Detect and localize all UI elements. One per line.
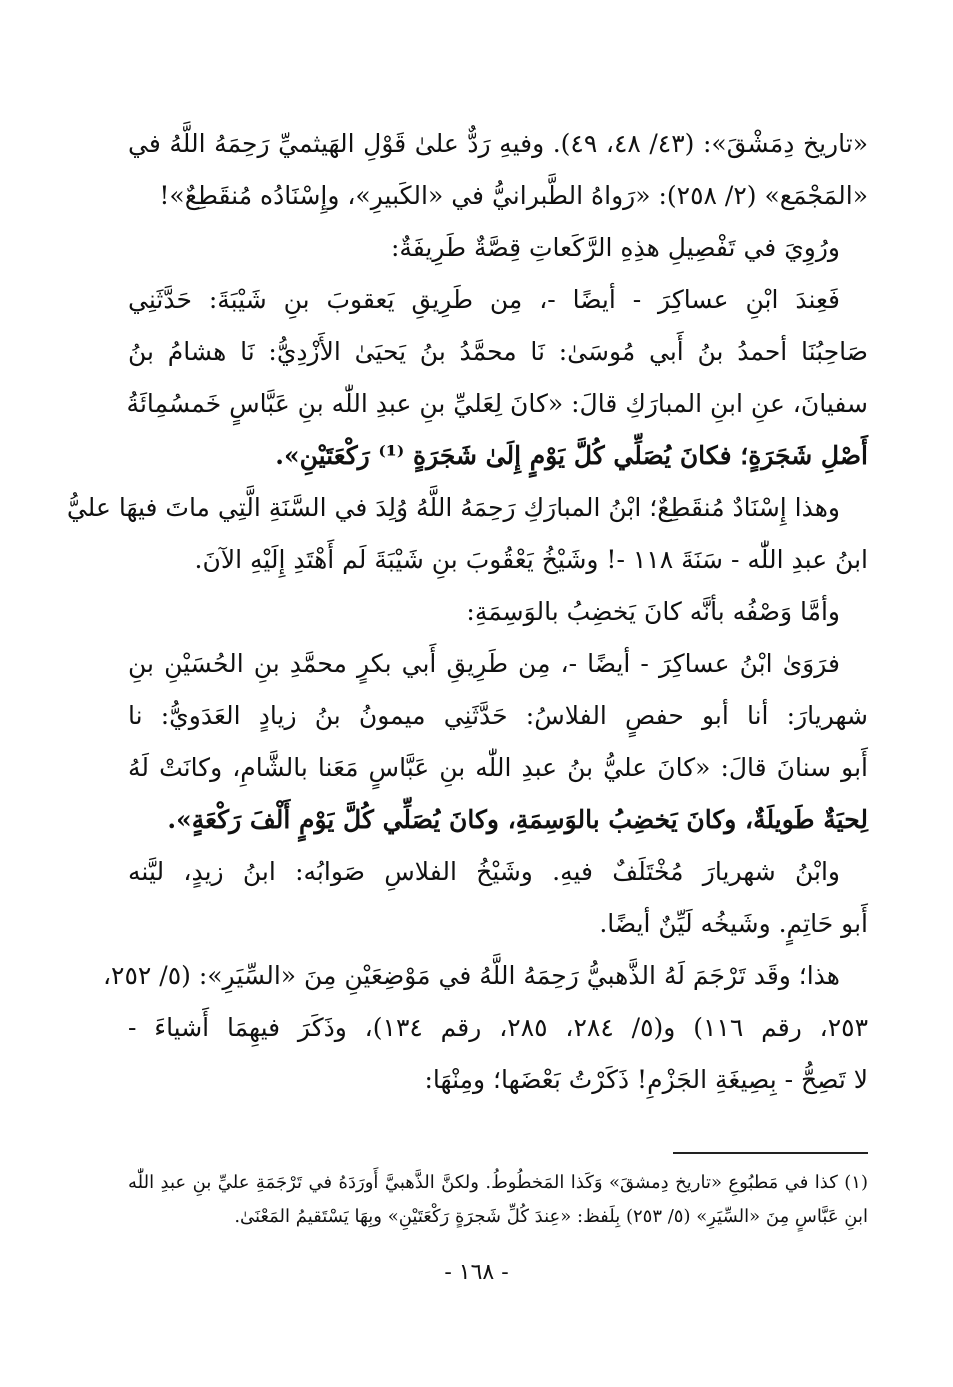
text-line-5: صَاحِبُنَا أحمدُ بنُ أَبي مُوسَىٰ: نَا محمَّدُ بنُ يَحيَىٰ الأَزْدِيُّ: نَا هشامُ بنُ <box>128 337 868 366</box>
text-line-11: فرَوَىٰ ابْنُ عساكِرَ - أيضًا -، مِن طَرِيقِ أَبي بكرٍ محمَّدِ بنِ الحُسَيْنِ بنِ <box>128 649 840 678</box>
text-line-13: أَبو سنانَ قالَ: «كانَ عليُّ بنُ عبدِ اللّٰه بنِ عَبَّاسٍ مَعَنا بالشَّامِ، وكانَتْ لَهُ <box>128 753 868 782</box>
text-line-15: وابْنُ شهريارَ مُخْتَلَفٌ فيهِ. وشَيْخُ الفلاسِ صَوابُه: ابنُ زيدٍ، ليَّنه <box>128 857 840 886</box>
footnote-line-1: (١) كذا في مَطبُوعِ «تاريخ دِمشقَ» وَكَذا المَخطُوطُ. ولكنَّ الذَّهبيَّ أَورَدَهُ في تَرْجَمَةِ عليِّ بنِ عبدِ اللّٰه <box>128 1172 868 1193</box>
text-line-1: «تاريخ دِمَشْقَ»: (٤٣/ ٤٨، ٤٩). وفيهِ رَدٌّ علىٰ قَوْلِ الهَيثميِّ رَحِمَهُ اللَّهُ في <box>128 129 868 158</box>
text-line-16: أَبو حَاتِمٍ. وشَيخُه لَيِّنٌ أيضًا. <box>599 909 868 938</box>
text-line-18: ٢٥٣، رقم ١١٦) و(٥/ ٢٨٤، ٢٨٥، رقم ١٣٤)، وذَكَرَ فيهِمَا أَشياءَ - <box>128 1013 869 1042</box>
footnote-divider <box>673 1152 868 1154</box>
text-line-2: «المَجْمَع» (٢/ ٢٥٨): «رَواهُ الطَّبرانيُّ في «الكَبيرِ»، وإِسْنَادُه مُنقَطِعٌ»! <box>159 181 868 210</box>
text-line-9: ابنُ عبدِ اللّٰه - سَنَةَ ١١٨ -! وشَيْخُ يَعْقُوبَ بنِ شَيْبَةَ لَم أَهْتَدِ إِلَيْهِ الآنَ. <box>194 545 868 574</box>
text-line-7: أَصْلِ شَجَرَةٍ؛ فكانَ يُصَلِّي كُلَّ يَوْمٍ إِلَىٰ شَجَرَةٍ ⁽¹⁾ رَكْعَتَيْنِ». <box>275 441 868 470</box>
footnotes <box>128 1166 868 1234</box>
text-line-19: لا تَصِحُّ - بِصِيغَةِ الجَزْمِ! ذَكَرْتُ بَعْضَها؛ ومِنْهَا: <box>424 1065 868 1094</box>
text-line-4: فَعِندَ ابْنِ عساكِرَ - أيضًا -، مِن طَرِيقِ يَعقوبَ بنِ شَيْبَةَ: حَدَّثَنِي <box>128 285 840 314</box>
text-line-6: سفيانَ، عنِ ابنِ المبارَكِ قالَ: «كانَ لِعَليِّ بنِ عبدِ اللّٰه بنِ عَبَّاسٍ خَمسُمِائَةُ <box>126 389 868 418</box>
text-line-8: وهذا إِسْنَادٌ مُنقَطِعٌ؛ ابْنُ المبارَكِ رَحِمَهُ اللَّهُ وُلِدَ في السَّنَةِ الَّتِي ماتَ فيهَا عليُّ <box>66 493 840 522</box>
footnote-line-2: ابنِ عَبَّاسٍ مِنَ «السِّيَرِ» (٥/ ٢٥٣) بِلَفظ: «عِندَ كُلِّ شَجرَةٍ رَكْعَتَيْنِ» وبِهَا يَسْتَقيمُ المَعْنَىٰ. <box>234 1206 868 1227</box>
main-text <box>66 118 869 1106</box>
text-line-10: وأمَّا وَصْفُه بأنَّه كانَ يَخضِبُ بالوَسِمَةِ: <box>466 597 840 626</box>
text-line-17: هذا؛ وقَد تَرْجَمَ لَهُ الذَّهبيُّ رَحِمَهُ اللَّهُ في مَوْضِعَيْنِ مِنَ «السِّيَرِ»: (٥/ ٢٥٢، <box>102 961 840 990</box>
text-line-14: لِحيَةٌ طَويلَةٌ، وكانَ يَخضِبُ بالوَسِمَةِ، وكانَ يُصَلِّي كُلَّ يَوْمٍ أَلْفَ رَكْعَةٍ». <box>167 805 868 834</box>
text-line-12: شهريارَ: أنا أبو حفصٍ الفلاسُ: حَدَّثَنِي ميمونُ بنُ زيادٍ العَدَويُّ: نا <box>128 701 868 730</box>
page-number: - ١٦٨ - <box>444 1260 509 1285</box>
text-line-3: ورُوِيَ في تَفْصِيلِ هذِهِ الرَّكَعاتِ قِصَّةٌ طَرِيفَةٌ: <box>390 233 840 262</box>
